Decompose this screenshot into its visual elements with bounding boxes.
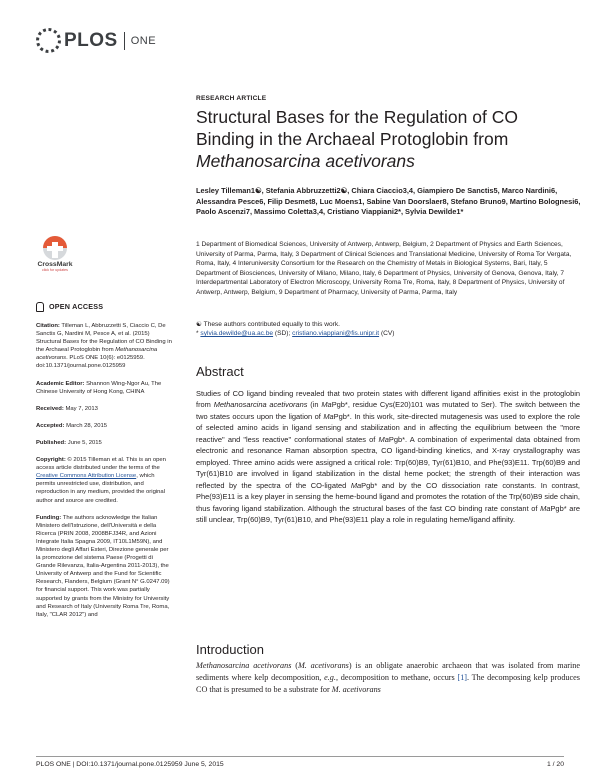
journal-logo[interactable] xyxy=(36,28,156,53)
title-line-1: Structural Bases for the Regulation of CO xyxy=(196,107,518,127)
author-list: Lesley Tilleman1☯, Stefania Abbruzzetti2☯, Chiara Ciaccio3,4, Giampiero De Sanctis5, Marco Nardini6, Alessandra Pesce6, Filip Desmet8, Luc Moens1, Sabine Van Doorslaer8, Stefano Bruno9, Martino Bolognesi6, Paolo Ascenzi7, Massimo Coletta3,4, Cristiano Viappiani2*, Sylvia Dewilde1* xyxy=(196,186,581,217)
received-date: Received: May 7, 2013 xyxy=(36,405,98,412)
logo-text: PLOS xyxy=(64,29,118,51)
equal-contribution-note: ☯ These authors contributed equally to this work. xyxy=(196,321,340,328)
email-link-sd[interactable]: sylvia.dewilde@ua.ac.be xyxy=(200,330,274,338)
title-species: Methanosarcina acetivorans xyxy=(196,151,415,171)
crossmark-icon xyxy=(43,236,67,260)
open-lock-icon xyxy=(36,302,44,312)
citation-block: Citation: Tilleman L, Abbruzzetti S, Ciaccio C, De Sanctis G, Nardini M, Pesce A, et al. (2015) Structural Bases for the Regulation of CO Binding in the Archaeal Protoglobin from Methanosarcina acetivorans. PLoS ONE 10(6): e0125959. doi:10.1371/journal.pone.0125959 xyxy=(36,323,172,370)
crossmark-label: CrossMark xyxy=(37,261,73,268)
accepted-date: Accepted: March 28, 2015 xyxy=(36,422,108,429)
logo-divider xyxy=(124,32,125,50)
abstract-heading: Abstract xyxy=(196,364,244,379)
copyright-block: Copyright: © 2015 Tilleman et al. This is an open access article distributed under the terms of the Creative Commons Attribution License, which permits unrestricted use, distribution, and reproduction in any medium, provided the original author and source are credited. xyxy=(36,457,166,504)
article-sidebar xyxy=(36,302,174,628)
open-access-badge: OPEN ACCESS xyxy=(36,302,174,312)
logo-subtext: ONE xyxy=(130,34,157,47)
reference-link[interactable]: [1] xyxy=(457,673,468,683)
title-line-2: Binding in the Archaeal Protoglobin from xyxy=(196,129,509,149)
crossmark-sublabel: click for updates xyxy=(42,268,68,272)
plos-logo-icon xyxy=(36,28,61,53)
academic-editor-block: Academic Editor: Shannon Wing-Ngor Au, The Chinese University of Hong Kong, CHINA xyxy=(36,380,162,395)
correspondence-note: * sylvia.dewilde@ua.ac.be (SD); cristiano.viappiani@fis.unipr.it (CV) xyxy=(196,330,395,338)
affiliations: 1 Department of Biomedical Sciences, University of Antwerp, Antwerp, Belgium, 2 Department of Physics and Earth Sciences, University of Parma, Parma, Italy, 3 Department of Clinical Sciences and Translational Medicine, University of Roma Tor Vergata, Roma, Italy, 4 Interuniversity Consortium for the Research on the Chemistry of Metals in Biological Systems, Bari, Italy, 5 Department of Biosciences, University of Milano, Milano, Italy, 6 Department of Physics, University of Genova, Genova, Italy, 7 Interdepartmental Laboratory of Electron Microscopy, University Roma Tre, Roma, Italy, 8 Department of Physics, University of Antwerp, Antwerp, Belgium, 9 Department of Pharmacy, University of Parma, Parma, Italy xyxy=(196,241,572,296)
article-title xyxy=(196,106,576,172)
introduction-heading: Introduction xyxy=(196,642,264,657)
footer-divider xyxy=(36,756,564,757)
footer-citation: PLOS ONE | DOI:10.1371/journal.pone.0125959 June 5, 2015 xyxy=(36,761,224,768)
page-number: 1 / 20 xyxy=(546,761,564,768)
email-link-cv[interactable]: cristiano.viappiani@fis.unipr.it xyxy=(292,330,380,338)
crossmark-badge[interactable] xyxy=(38,236,72,272)
abstract-text: Studies of CO ligand binding revealed that two protein states with different ligand affinities exist in the protoglobin from Methanosarcina acetivorans (in MaPgb*, residue Cys(E20)101 was mutated to Ser). The switch between the two states occurs upon the ligation of MaPgb*. In this work, site-directed mutagenesis was used to explore the role of selected amino acids in ligand sensing and stabilization and in affecting the equilibrium between the "more reactive" and "less reactive" conformational states of MaPgb*. A combination of experimental data obtained from electronic and resonance Raman absorption spectra, CO ligand-binding kinetics, and X-ray crystallography was employed. Three amino acids were assigned a critical role: Trp(60)B9, Tyr(61)B10, and Phe(93)E11. Trp(60)B9 and Tyr(61)B10 are involved in ligand stabilization in the distal heme pocket; the strength of their interaction was reflected by the spectra of the CO-ligated MaPgb* and by the CO dissociation rate constants. In contrast, Phe(93)E11 is a key player in sensing the heme-bound ligand and promotes the rotation of the Trp(60)B9 side chain, thus favoring ligand stabilization. Although the structural bases of the fast CO binding rate constant of MaPgb* are still unclear, Trp(60)B9, Tyr(61)B10, and Phe(93)E11 play a role in regulating heme/ligand affinity. xyxy=(196,389,581,524)
published-date: Published: June 5, 2015 xyxy=(36,439,102,446)
author-notes xyxy=(196,320,581,339)
introduction-text: Methanosarcina acetivorans (M. acetivorans) is an obligate anaerobic archaeon that was isolated from marine sediments where kelp decomposition, e.g., decomposition to methane, occurs [1]. The decomposing kelp produces CO that is presumed to be a substrate for M. acetivorans xyxy=(196,661,580,695)
article-type-label: RESEARCH ARTICLE xyxy=(196,95,267,102)
license-link[interactable]: Creative Commons Attribution License xyxy=(36,473,137,480)
funding-block: Funding: The authors acknowledge the Italian Ministero dell'Istruzione, dell'Università e della Ricerca (PRIN 2008, 2008BFJ34R, and Azioni Integrate Italia Spagna 2009, IT10L1M59N), and Ministero degli Affari Esteri, Direzione generale per la promozione del sistema Paese (Progetti di Grande Rilevanza, Italia-Argentina 2011-2013), the University of Antwerp and the Fund for Scientific Research, Flanders, Belgium (Grant N° G.0247.09) for financial support. This work was partially supported by grants from the Ministry for University and Research of Italy (University Roma Tre, Roma, Italy, "CLAR 2012") and xyxy=(36,514,170,618)
